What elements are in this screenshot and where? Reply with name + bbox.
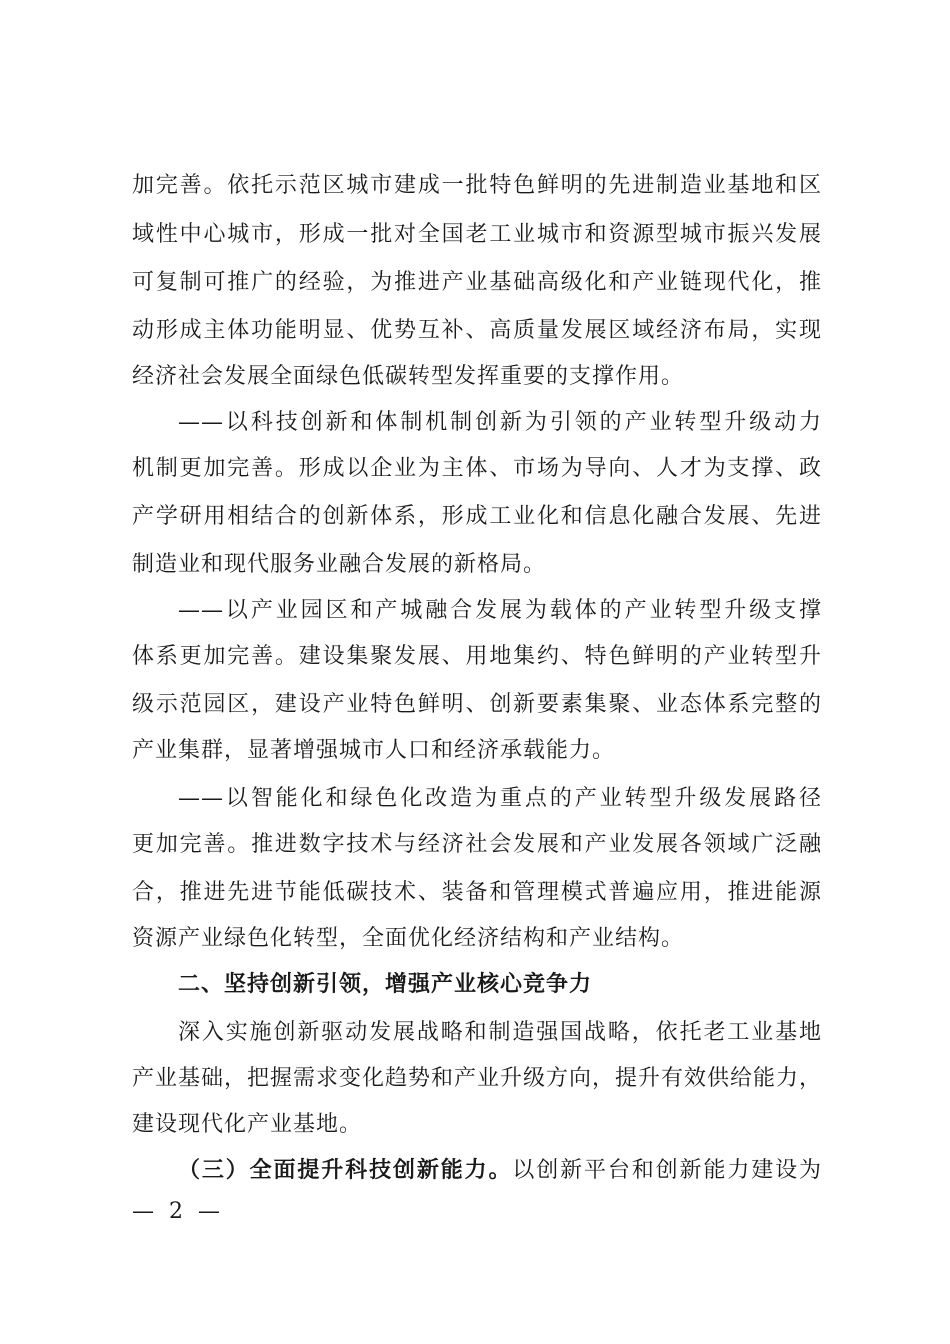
text-line: 合，推进先进节能低碳技术、装备和管理模式普遍应用，推进能源: [132, 880, 822, 905]
subsection-title: （三）全面提升科技创新能力。: [178, 1158, 513, 1183]
subsection-line: [178, 1148, 822, 1194]
text-line: 更加完善。推进数字技术与经济社会发展和产业发展各领域广泛融: [132, 832, 822, 857]
page-number: — 2 —: [132, 1199, 224, 1224]
text-line: ——以产业园区和产城融合发展为载体的产业转型升级支撑: [178, 598, 822, 623]
text-line: ——以智能化和绿色化改造为重点的产业转型升级发展路径: [178, 786, 822, 811]
text-line: 制造业和现代服务业融合发展的新格局。: [132, 552, 547, 577]
text-line: 资源产业绿色化转型，全面优化经济结构和产业结构。: [132, 926, 685, 951]
subsection-text: 以创新平台和创新能力建设为: [512, 1158, 822, 1183]
text-line: 深入实施创新驱动发展战略和制造强国战略，依托老工业基地: [178, 1020, 822, 1045]
text-line: 机制更加完善。形成以企业为主体、市场为导向、人才为支撑、政: [132, 456, 822, 481]
text-line: 产业基础，把握需求变化趋势和产业升级方向，提升有效供给能力，: [132, 1066, 823, 1091]
text-line: 加完善。依托示范区城市建成一批特色鲜明的先进制造业基地和区: [132, 173, 822, 198]
text-line: 产业集群，显著增强城市人口和经济承载能力。: [132, 738, 616, 763]
text-line: 体系更加完善。建设集聚发展、用地集约、特色鲜明的产业转型升: [132, 644, 822, 669]
text-line: ——以科技创新和体制机制创新为引领的产业转型升级动力: [178, 410, 822, 435]
text-line: 产学研用相结合的创新体系，形成工业化和信息化融合发展、先进: [132, 504, 822, 529]
text-line: 级示范园区，建设产业特色鲜明、创新要素集聚、业态体系完整的: [132, 692, 822, 717]
text-line: 动形成主体功能明显、优势互补、高质量发展区域经济布局，实现: [132, 318, 822, 343]
text-line: 域性中心城市，形成一批对全国老工业城市和资源型城市振兴发展: [132, 222, 822, 247]
section-heading: 二、坚持创新引领，增强产业核心竞争力: [178, 972, 593, 997]
text-line: 经济社会发展全面绿色低碳转型发挥重要的支撑作用。: [132, 364, 685, 389]
text-line: 建设现代化产业基地。: [132, 1112, 363, 1137]
text-line: 可复制可推广的经验，为推进产业基础高级化和产业链现代化，推: [132, 270, 822, 295]
